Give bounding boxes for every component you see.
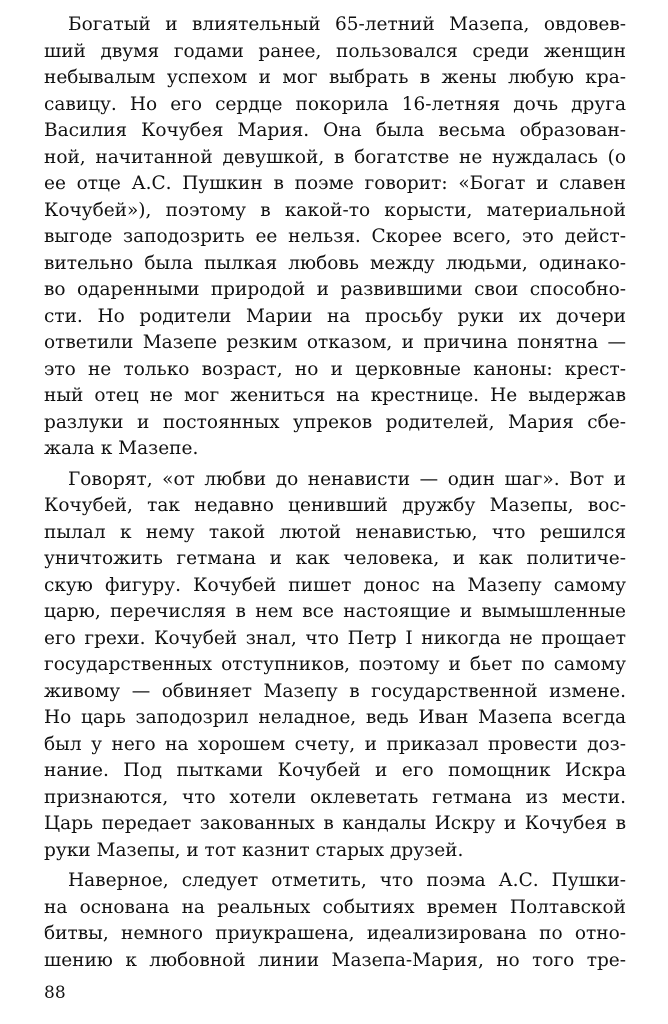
text-line: ее отце А.С. Пушкин в поэме говорит: «Богат и славен — [44, 173, 626, 194]
text-line: савицу. Но его сердце покорила 16-летняя дочь друга — [44, 93, 626, 115]
text-line: был у него на хорошем счету, и приказал провести доз- — [44, 733, 626, 755]
text-line: руки Мазепы, и тот казнит старых друзей. — [44, 839, 464, 861]
text-line: выгоде заподозрить ее нельзя. Скорее всего, это дейст- — [44, 226, 626, 247]
text-line: небывалым успехом и мог выбрать в жены любую кра- — [44, 67, 626, 88]
text-line: его грехи. Кочубей знал, что Петр I никогда не прощает — [44, 627, 626, 649]
text-line: уничтожить гетмана и как человека, и как политиче- — [44, 548, 626, 569]
text-line: во одаренными природой и развившими свои способно- — [44, 279, 626, 300]
text-line: Василия Кочубея Мария. Она была весьма образован- — [44, 120, 626, 141]
text-line: вительно была пылкая любовь между людьми, одинако- — [44, 252, 626, 274]
text-line: ной, начитанной девушкой, в богатстве не нуждалась (о — [44, 146, 626, 168]
body-text — [44, 12, 626, 974]
page-number: 88 — [44, 983, 66, 1003]
paragraph-2 — [44, 467, 626, 865]
text-line: пылал к нему такой лютой ненавистью, что решился — [44, 521, 626, 543]
text-line: Кочубей, так недавно ценивший дружбу Мазепы, вос- — [44, 495, 626, 516]
text-line: скую фигуру. Кочубей пишет донос на Мазепу самому — [44, 574, 626, 596]
text-line: битвы, немного приукрашена, идеализирована по отно- — [44, 923, 626, 944]
text-line: на основана на реальных событиях времен Полтавской — [44, 896, 626, 918]
text-line: Наверное, следует отметить, что поэма А.С. Пушки- — [68, 870, 626, 891]
text-line: Говорят, «от любви до ненависти — один шаг». Вот и — [68, 468, 626, 490]
text-line: ный отец не мог жениться на крестнице. Не выдержав — [44, 385, 626, 406]
text-line: это не только возраст, но и церковные каноны: крест- — [44, 358, 626, 380]
text-line: Кочубей»), поэтому в какой-то корысти, материальной — [44, 199, 626, 221]
text-line: признаются, что хотели оклеветать гетмана из мести. — [44, 786, 626, 808]
text-line: жала к Мазепе. — [44, 438, 199, 459]
paragraph-1 — [44, 12, 626, 463]
text-line: государственных отступников, поэтому и бьет по самому — [44, 654, 626, 675]
text-line: ший двумя годами ранее, пользовался среди женщин — [44, 40, 626, 62]
text-line: ответили Мазепе резким отказом, и причина понятна — — [44, 332, 626, 353]
paragraph-3 — [44, 868, 626, 974]
text-line: нание. Под пытками Кочубей и его помощник Искра — [44, 760, 626, 781]
text-line: Но царь заподозрил неладное, ведь Иван Мазепа всегда — [44, 707, 626, 728]
text-line: Царь передает закованных в кандалы Искру и Кочубея в — [44, 813, 626, 834]
text-line: разлуки и постоянных упреков родителей, Мария сбе- — [44, 411, 626, 433]
text-line: царю, перечисляя в нем все настоящие и вымышленные — [44, 601, 626, 622]
text-line: Богатый и влиятельный 65-летний Мазепа, овдовев- — [68, 14, 626, 35]
text-line: живому — обвиняет Мазепу в государственной измене. — [44, 680, 626, 702]
text-line: сти. Но родители Марии на просьбу руки их дочери — [44, 305, 626, 327]
text-line: шению к любовной линии Мазепа-Мария, но того тре- — [44, 949, 626, 971]
